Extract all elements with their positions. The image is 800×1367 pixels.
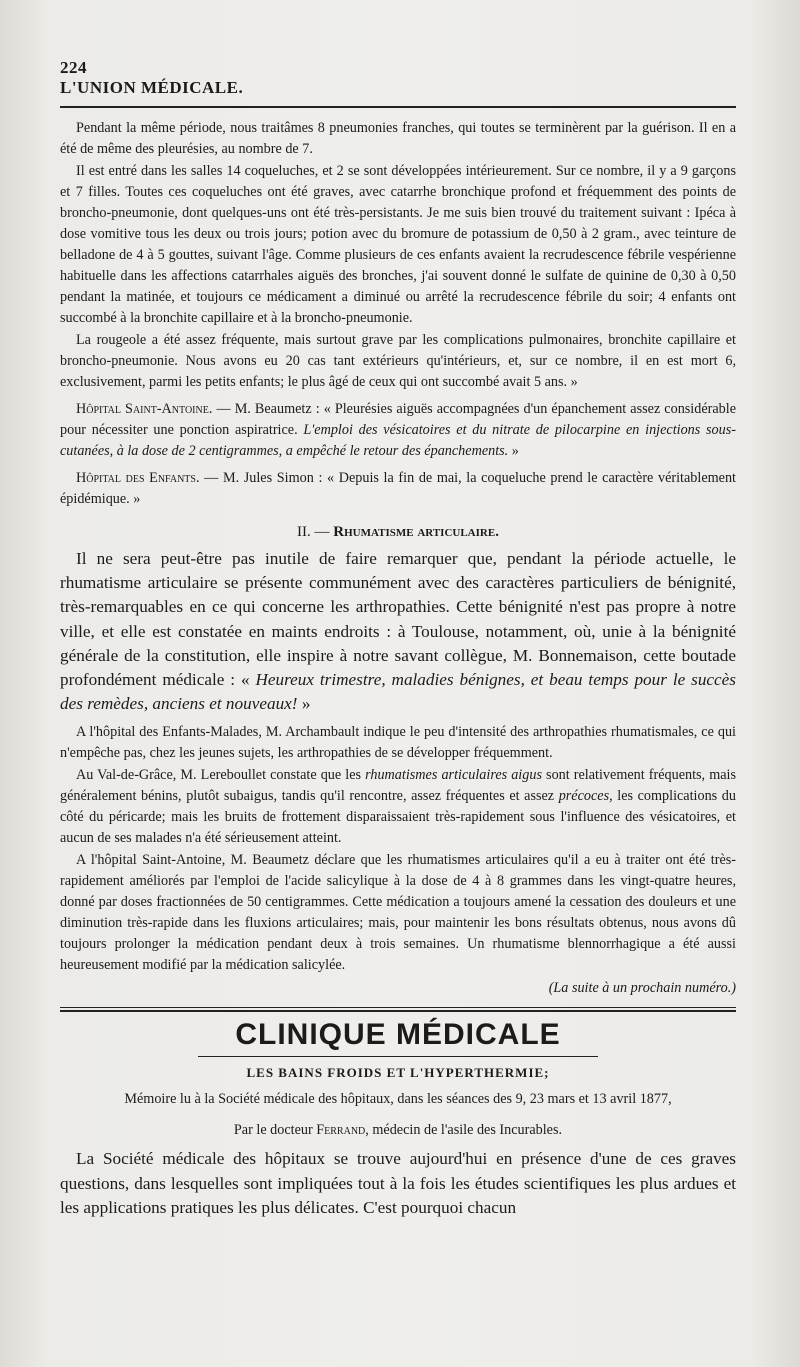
paragraph-rhumatisme [60, 547, 736, 716]
paragraph-saint-antoine-salicylique: A l'hôpital Saint-Antoine, M. Beaumetz déclare que les rhumatismes articulaires qu'il a eu à traiter ont été très-rapidement améliorés par l'emploi de l'acide salicylique à la dose de 4 à 8 grammes dans les vingt-quatre heures, donné par doses fractionnées de 50 centigrammes. Cette médication a toujours amené la cessation des douleurs et une diminution très-rapide dans les fluxions articulaires; mais, pour maintenir les bons résultats obtenus, nous avons dû toujours prolonger la médication pendant deux à trois semaines. Un rhumatisme blennorrhagique a été aussi heureusement modifié par la médication salicylée. [60, 852, 736, 974]
page-number: 224 [60, 58, 87, 77]
section-title: Rhumatisme articulaire. [333, 524, 499, 540]
italic-term: rhumatismes articulaires aigus [365, 767, 542, 784]
header-rule [60, 106, 736, 108]
hospital-name: Hôpital Saint-Antoine. [76, 401, 213, 417]
author-line [60, 1120, 736, 1141]
quoted-saying: Heureux trimestre, maladies bénignes, et beau temps pour le succès des remèdes, anciens et nouveaux! [60, 670, 736, 714]
paragraph-enfants-malades: A l'hôpital des Enfants-Malades, M. Archambault indique le peu d'intensité des arthropathies rhumatismales, ce qui n'empêche pas, chez les jeunes sujets, les arthropathies de se développer fréquemment. [60, 724, 736, 762]
page-header [60, 58, 736, 78]
author-suffix: , médecin de l'asile des Incurables. [365, 1122, 563, 1139]
text-part: sont relativement fréquents, mais généralement bénins, plutôt subaigus, tandis qu'il rencontre, assez fréquentes et assez [60, 767, 736, 805]
paragraph-pneumonies: Pendant la même période, nous traitâmes 8 pneumonies franches, qui toutes se terminèrent par la guérison. Il en a été de même des pleurésies, au nombre de 7. [60, 120, 736, 157]
memoir-line: Mémoire lu à la Société médicale des hôpitaux, dans les séances des 9, 23 mars et 13 avril 1877, [124, 1091, 672, 1108]
running-title: L'UNION MÉDICALE. [60, 78, 244, 97]
quote-end: » [297, 694, 311, 714]
report-italic: L'emploi des vésicatoires et du nitrate de pilocarpine en injections sous-cutanées, à la dose de 2 centigrammes, a empêché le retour des épanchements. [60, 422, 736, 459]
paragraph-coqueluches: Il est entré dans les salles 14 coqueluches, et 2 se sont développées intérieurement. Sur ce nombre, il y a 9 garçons et 7 filles. Toutes ces coqueluches ont été graves, avec catarrhe bronchique profond et fréquemment des points de broncho-pneumonie, dont quelques-uns ont été très-persistants. Je me suis bien trouvé du traitement suivant : Ipéca à dose vomitive tous les deux ou trois jours; potion avec du bromure de potassium de 0,50 à 2 gram., avec teinture de belladone de 4 à 5 gouttes, suivant l'âge. Comme plusieurs de ces enfants avaient la recrudescence fébrile vespérienne habituelle dans les affections catarrhales aiguës des bronches, j'ai souvent donné le sulfate de quinine de 0,30 à 0,50 pendant la matinée, et toujours ce médicament a diminué ou arrêté la recrudescence fébrile du soir; 4 enfants ont succombé à la bronchite capillaire et à la broncho-pneumonie. [60, 163, 736, 326]
section-divider [60, 1007, 736, 1012]
report-text: — M. Beaumetz : « Pleurésies aiguës accompagnées d'un épanchement assez considérable pour nécessiter une ponction aspiratrice. [60, 401, 736, 438]
heading-rule [198, 1056, 598, 1057]
clinique-heading: CLINIQUE MÉDICALE [235, 1018, 561, 1052]
paragraph-rougeole: La rougeole a été assez fréquente, mais surtout grave par les complications pulmonaires, bronchite capillaire et broncho-pneumonie. Nous avons eu 20 cas tant extérieurs qu'intérieurs, et, sur ce nombre, il en est mort 6, exclusivement, parmi les petits enfants; le plus âgé de ceux qui ont succombé avait 5 ans. » [60, 332, 736, 390]
section-number: II. — [297, 524, 334, 540]
section-heading [60, 524, 736, 541]
author-name: Ferrand [316, 1122, 366, 1139]
paragraph-saint-antoine-report [60, 399, 736, 462]
clinique-intro: La Société médicale des hôpitaux se trouve aujourd'hui en présence d'une de ces graves questions, dans lesquelles sont impliquées tout à la fois les études scientifiques les plus ardues et les applications pratiques les plus délicates. C'est pourquoi chacun [60, 1149, 736, 1217]
report-end: » [508, 443, 519, 459]
author-prefix: Par le docteur [233, 1122, 317, 1139]
hospital-name: Hôpital des Enfants. [76, 470, 200, 486]
italic-term: précoces [558, 788, 610, 805]
to-be-continued: (La suite à un prochain numéro.) [548, 980, 736, 997]
report-text: — M. Jules Simon : « Depuis la fin de mai, la coqueluche prend le caractère véritablement épidémique. » [60, 470, 736, 507]
paragraph-val-de-grace [60, 765, 736, 849]
text-part: Au Val-de-Grâce, M. Lereboullet constate que les [76, 767, 366, 784]
paragraph-enfants-report [60, 468, 736, 510]
paragraph-text: Il ne sera peut-être pas inutile de faire remarquer que, pendant la période actuelle, le rhumatisme articulaire se présente communément avec des caractères particuliers de bénignité, très-remarquables en ce qui concerne les arthropathies. Cette bénignité n'est pas propre à notre ville, et elle est constatée en maints endroits : à Toulouse, notamment, où, unie à la bénignité générale de la constitution, elle inspire à notre savant collègue, M. Bonnemaison, cette boutade profondément médicale : « [60, 549, 736, 690]
text-part: , les complications du côté du péricarde; mais les bruits de frottement disparaissaient très-rapidement sous l'influence des vésicatoires, et aucun de ses malades n'a été sérieusement atteint. [60, 788, 736, 847]
article-title: LES BAINS FROIDS ET L'HYPERTHERMIE; [246, 1065, 550, 1081]
